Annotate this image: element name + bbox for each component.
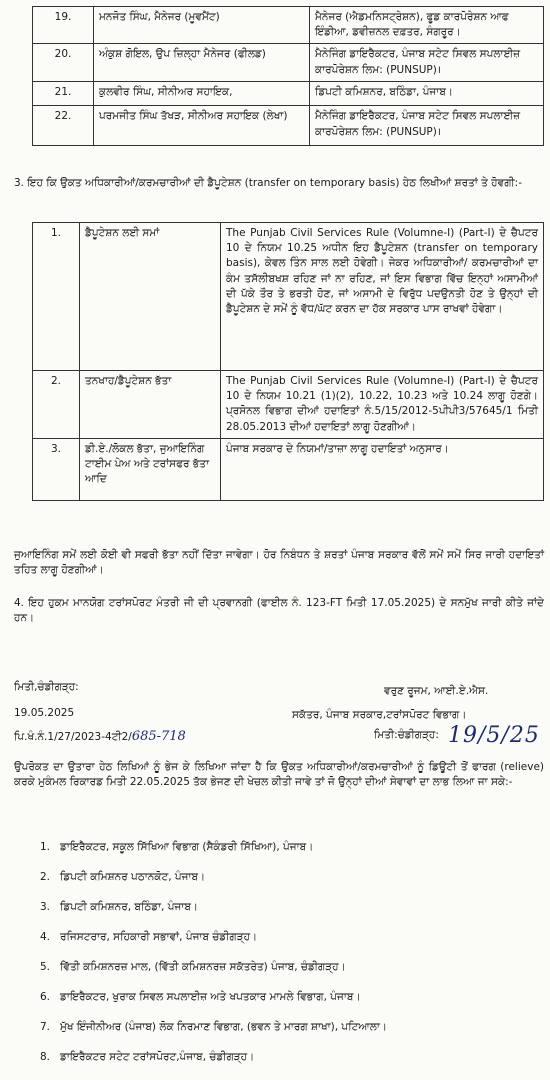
list-item xyxy=(24,1050,544,1080)
row-number: 21. xyxy=(33,82,94,106)
endorsement-date: 19/5/25 xyxy=(448,723,540,748)
row-number: 22. xyxy=(33,106,94,146)
posting-cell: ਮੈਨੇਜਿੰਗ ਡਾਇਰੈਕਟਰ, ਪੰਜਾਬ ਸਟੇਟ ਸਿਵਲ ਸਪਲਾਈਜ਼ ਕਾਰਪੋਰੇਸ਼ਨ ਲਿਮ: (PUNSUP)। xyxy=(310,106,544,146)
item-text: ਰਜਿਸਟਰਾਰ, ਸਹਿਕਾਰੀ ਸਭਾਵਾਂ, ਪੰਜਾਬ ਚੰਡੀਗੜ੍ਹ। xyxy=(60,931,258,943)
table-row xyxy=(33,82,544,106)
list-item xyxy=(24,870,544,900)
item-text: ਡਾਇਰੈਕਟਰ, ਖੁਰਾਕ ਸਿਵਲ ਸਪਲਾਈਜ਼ ਅਤੇ ਖਪਤਕਾਰ ਮਾਮਲੇ ਵਿਭਾਗ, ਪੰਜਾਬ। xyxy=(60,991,361,1003)
officer-cell: ਕੁਲਵੀਰ ਸਿੰਘ, ਸੀਨੀਅਰ ਸਹਾਇਕ, xyxy=(94,82,310,106)
table-row xyxy=(33,371,544,439)
terms-table xyxy=(32,222,544,501)
term-detail: The Punjab Civil Services Rule (Volumne-I) (Part-I) ਦੇ ਚੈਪਟਰ 10 ਦੇ ਨਿਯਮ 10.21 (1)(2), 10.22, 10.23 ਅਤੇ 10.24 ਲਾਗੂ ਹੋਣਗੇ। ਪ੍ਰਸੋਨਲ ਵਿਭਾਗ ਦੀਆਂ ਹਦਾਇਤਾਂ ਨੰ.5/15/2012-5ਪੀਪੀ3/57645/1 ਮਿਤੀ 28.05.2013 ਦੀਆਂ ਹਦਾਇਤਾਂ ਲਾਗੂ ਹੋਣਗੀਆਂ। xyxy=(221,371,544,439)
joining-note: ਜੁਆਇਨਿੰਗ ਸਮੇਂ ਲਈ ਕੋਈ ਵੀ ਸਫਰੀ ਭੱਤਾ ਨਹੀਂ ਦਿੱਤਾ ਜਾਵੇਗਾ। ਹੋਰ ਨਿਬੰਧਨ ਤੇ ਸ਼ਰਤਾਂ ਪੰਜਾਬ ਸਰਕਾਰ ਵੱਲੋਂ ਸਮੇਂ ਸਮੇਂ ਸਿਰ ਜਾਰੀ ਹਦਾਇਤਾਂ ਤਹਿਤ ਲਾਗੂ ਹੋਣਗੀਆਂ। xyxy=(14,549,544,577)
posting-table xyxy=(32,6,544,146)
signatory-designation: ਸਕੱਤਰ, ਪੰਜਾਬ ਸਰਕਾਰ,ਟਰਾਂਸਪੋਰਟ ਵਿਭਾਗ। xyxy=(292,709,467,721)
posting-cell: ਡਿਪਟੀ ਕਮਿਸ਼ਨਰ, ਬਠਿੰਡਾ, ਪੰਜਾਬ। xyxy=(310,82,544,106)
item-text: ਵਿੱਤੀ ਕਮਿਸ਼ਨਰਜ਼ ਮਾਲ, (ਵਿੱਤੀ ਕਮਿਸ਼ਨਰਜ਼ ਸਕੱਤਰੇਤ) ਪੰਜਾਬ, ਚੰਡੀਗੜ੍ਹ। xyxy=(60,961,346,973)
term-number: 2. xyxy=(33,371,80,439)
term-detail: ਪੰਜਾਬ ਸਰਕਾਰ ਦੇ ਨਿਯਮਾਂ/ਤਾਜ਼ਾ ਲਾਗੂ ਹਦਾਇਤਾਂ ਅਨੁਸਾਰ। xyxy=(221,438,544,500)
list-item xyxy=(24,900,544,930)
list-item xyxy=(24,1020,544,1050)
table-row xyxy=(33,106,544,146)
item-text: ਮੁੱਖ ਇੰਜੀਨੀਅਰ (ਪੰਜਾਬ) ਲੋਕ ਨਿਰਮਾਣ ਵਿਭਾਗ, (ਭਵਨ ਤੇ ਮਾਰਗ ਸ਼ਾਖਾ), ਪਟਿਆਲਾ। xyxy=(60,1021,387,1033)
term-title: ਡੈਪੂਟੇਸ਼ਨ ਲਈ ਸਮਾਂ xyxy=(80,223,221,371)
item-text: ਡਾਇਰੈਕਟਰ ਸਟੇਟ ਟਰਾਂਸਪੋਰਟ,ਪੰਜਾਬ, ਚੰਡੀਗੜ੍ਹ। xyxy=(60,1051,255,1063)
copy-paragraph: ਉਪਰੋਕਤ ਦਾ ਉਤਾਰਾ ਹੇਠ ਲਿਖਿਆਂ ਨੂੰ ਭੇਜ ਕੇ ਲਿਖਿਆ ਜਾਂਦਾ ਹੈ ਕਿ ਉਕਤ ਅਧਿਕਾਰੀਆਂ/ਕਰਮਚਾਰੀਆਂ ਨੂੰ ਡਿਊਟੀ ਤੋਂ ਫਾਰਗ (relieve) ਕਰਕੇ ਮੁਕੰਮਲ ਰਿਕਾਰਡ ਮਿਤੀ 22.05.2025 ਤੱਕ ਭੇਜਣ ਦੀ ਖੇਚਲ ਕੀਤੀ ਜਾਵੇ ਤਾਂ ਜੋ ਉਨ੍ਹਾਂ ਦੀਆਂ ਸੇਵਾਵਾਂ ਦਾ ਲਾਭ ਲਿਆ ਜਾ ਸਕੇ:- xyxy=(14,761,544,789)
list-item xyxy=(24,840,544,870)
officer-cell: ਅੰਕੁਸ਼ ਗੋਇਲ, ਉਪ ਜ਼ਿਲ੍ਹਾ ਮੈਨੇਜਰ (ਫੀਲਡ) xyxy=(94,44,310,82)
list-item xyxy=(24,990,544,1020)
term-detail: The Punjab Civil Services Rule (Volumne-I) (Part-I) ਦੇ ਚੈਪਟਰ 10 ਦੇ ਨਿਯਮ 10.25 ਅਧੀਨ ਇਹ ਡੈਪੂਟੇਸ਼ਨ (transfer on temporary basis), ਕੇਵਲ ਤਿੰਨ ਸਾਲ ਲਈ ਹੋਵੇਗੀ। ਜੇਕਰ ਅਧਿਕਾਰੀਆਂ/ ਕਰਮਚਾਰੀਆਂ ਦਾ ਕੰਮ ਤਸੱਲੀਬਖਸ਼ ਰਹਿਣ ਜਾਂ ਨਾ ਰਹਿਣ, ਜਾਂ ਇਸ ਵਿਭਾਗ ਵਿੱਚ ਇਨ੍ਹਾਂ ਅਸਾਮੀਆਂ ਦੀ ਪੱਕੇ ਤੌਰ ਤੇ ਭਰਤੀ ਹੋਣ, ਜਾਂ ਅਸਾਮੀ ਦੇ ਵਿਰੁੱਧ ਪਦਉਨਤੀ ਹੋਣ ਤੇ ਉਨ੍ਹਾਂ ਦੀ ਡੈਪੂਟੇਸ਼ਨ ਦੇ ਸਮੇਂ ਨੂੰ ਵੱਧ/ਘੱਟ ਕਰਨ ਦਾ ਹੱਕ ਸਰਕਾਰ ਪਾਸ ਰਾਖਵਾਂ ਹੋਵੇਗਾ। xyxy=(221,223,544,371)
item-number: 7. xyxy=(39,1021,50,1033)
table-row xyxy=(33,44,544,82)
item-number: 5. xyxy=(39,961,50,973)
item-number: 2. xyxy=(39,871,50,883)
endorsement-date-label: ਮਿਤੀ:ਚੰਡੀਗੜ੍ਹ: xyxy=(374,729,439,741)
table-row xyxy=(33,7,544,44)
recipient-list xyxy=(24,840,544,1080)
row-number: 19. xyxy=(33,7,94,44)
table-row xyxy=(33,438,544,500)
officer-cell: ਪਰਮਜੀਤ ਸਿੰਘ ਤੱਖੜ, ਸੀਨੀਅਰ ਸਹਾਇਕ (ਲੇਖਾ) xyxy=(94,106,310,146)
issue-date: 19.05.2025 xyxy=(14,707,75,719)
place-label: ਮਿਤੀ,ਚੰਡੀਗੜ੍ਹ: xyxy=(14,681,79,693)
list-item xyxy=(24,930,544,960)
endorsement-number: 685-718 xyxy=(131,729,186,744)
item-text: ਡਾਇਰੈਕਟਰ, ਸਕੂਲ ਸਿੱਖਿਆ ਵਿਭਾਗ (ਸੈਕੰਡਰੀ ਸਿੱਖਿਆ), ਪੰਜਾਬ। xyxy=(60,841,314,853)
posting-cell: ਮੈਨੇਜਿੰਗ ਡਾਇਰੈਕਟਰ, ਪੰਜਾਬ ਸਟੇਟ ਸਿਵਲ ਸਪਲਾਈਜ਼ ਕਾਰਪੋਰੇਸ਼ਨ ਲਿਮ: (PUNSUP)। xyxy=(310,44,544,82)
item-text: ਡਿਪਟੀ ਕਮਿਸ਼ਨਰ, ਬਠਿੰਡਾ, ਪੰਜਾਬ। xyxy=(60,901,198,913)
paragraph-4: 4. ਇਹ ਹੁਕਮ ਮਾਨਯੋਗ ਟਰਾਂਸਪੋਰਟ ਮੰਤਰੀ ਜੀ ਦੀ ਪ੍ਰਵਾਨਗੀ (ਫਾਈਲ ਨੰ. 123-FT ਮਿਤੀ 17.05.2025) ਦੇ ਸਨਮੁੱਖ ਜਾਰੀ ਕੀਤੇ ਜਾਂਦੇ ਹਨ। xyxy=(14,597,544,625)
item-number: 8. xyxy=(39,1051,50,1063)
endorsement-prefix: ਪਿ.ਖੰ.ਨੰ.1/27/2023-4ਟੀ2/ xyxy=(14,731,132,743)
endorsement-line xyxy=(14,723,544,756)
signatory-name: ਵਰੁਣ ਰੂਜਮ, ਆਈ.ਏ.ਐਸ. xyxy=(384,685,489,697)
term-title: ਡੀ.ਏ./ਲੋਕਲ ਭੱਤਾ, ਜੁਆਇਨਿੰਗ ਟਾਈਮ ਪੇਅ ਅਤੇ ਟਰਾਂਸਫਰ ਭੱਤਾ ਆਦਿ xyxy=(80,438,221,500)
term-number: 1. xyxy=(33,223,80,371)
item-text: ਡਿਪਟੀ ਕਮਿਸ਼ਨਰ ਪਠਾਨਕੋਟ, ਪੰਜਾਬ। xyxy=(60,871,206,883)
item-number: 1. xyxy=(39,841,50,853)
table-row xyxy=(33,223,544,371)
row-number: 20. xyxy=(33,44,94,82)
term-number: 3. xyxy=(33,438,80,500)
term-title: ਤਨਖਾਹ/ਡੈਪੂਟੇਸ਼ਨ ਭੱਤਾ xyxy=(80,371,221,439)
officer-cell: ਮਨਜੋਤ ਸਿੰਘ, ਮੈਨੇਜਰ (ਮੂਵਮੈਂਟ) xyxy=(94,7,310,44)
item-number: 6. xyxy=(39,991,50,1003)
item-number: 3. xyxy=(39,901,50,913)
paragraph-3: 3. ਇਹ ਕਿ ਉਕਤ ਅਧਿਕਾਰੀਆਂ/ਕਰਮਚਾਰੀਆਂ ਦੀ ਡੈਪੂਟੇਸ਼ਨ (transfer on temporary basis) ਹੇਠ ਲਿਖੀਆਂ ਸ਼ਰਤਾਂ ਤੇ ਹੋਵਗੀ:- xyxy=(14,177,523,189)
posting-cell: ਮੈਨੇਜਰ (ਐਡਮਨਿਸਟ੍ਰੇਸ਼ਨ), ਫੂਡ ਕਾਰਪੋਰੇਸ਼ਨ ਆਫ ਇੰਡੀਆ, ਡਵੀਜ਼ਨਲ ਦਫ਼ਤਰ, ਸੰਗਰੂਰ। xyxy=(310,7,544,44)
item-number: 4. xyxy=(39,931,50,943)
list-item xyxy=(24,960,544,990)
